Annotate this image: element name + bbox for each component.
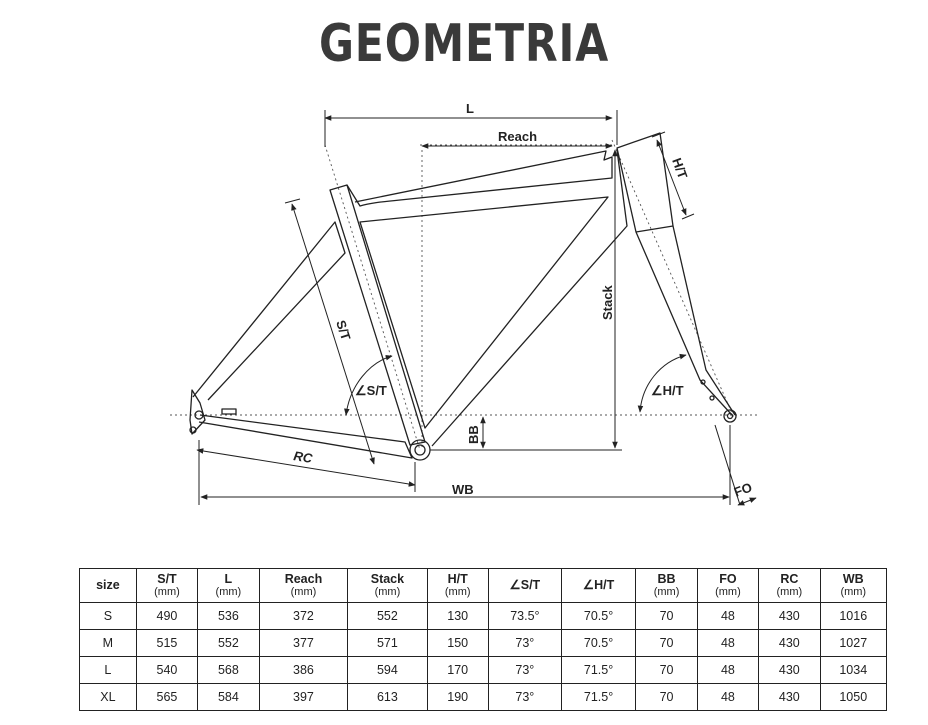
table-row [80, 603, 887, 630]
table-row [80, 630, 887, 657]
table-cell: 71.5° [561, 684, 636, 711]
col-stack: Stack (mm) [348, 569, 427, 603]
table-cell: 430 [759, 684, 820, 711]
table-cell: 48 [697, 630, 758, 657]
table-cell: 190 [427, 684, 488, 711]
table-cell: 170 [427, 657, 488, 684]
table-cell: 73.5° [488, 603, 561, 630]
dimension-lines [197, 110, 756, 505]
table-row [80, 657, 887, 684]
table-cell: 490 [136, 603, 197, 630]
table-cell: 540 [136, 657, 197, 684]
table-cell: 430 [759, 657, 820, 684]
label-bb: BB [466, 425, 481, 444]
label-st-angle: ∠S/T [355, 383, 387, 398]
table-cell: 71.5° [561, 657, 636, 684]
table-cell: 568 [198, 657, 259, 684]
col-ht: H/T (mm) [427, 569, 488, 603]
label-stack: Stack [600, 285, 615, 320]
table-cell: 1034 [820, 657, 886, 684]
label-ht-angle: ∠H/T [651, 383, 684, 398]
table-cell: 397 [259, 684, 348, 711]
table-cell: 571 [348, 630, 427, 657]
table-cell: XL [80, 684, 137, 711]
table-cell: 150 [427, 630, 488, 657]
table-cell: 73° [488, 657, 561, 684]
col-ht-angle: ∠H/T [561, 569, 636, 603]
table-cell: 613 [348, 684, 427, 711]
table-cell: 48 [697, 657, 758, 684]
label-rc: RC [292, 448, 314, 466]
table-cell: 130 [427, 603, 488, 630]
label-reach: Reach [498, 129, 538, 144]
table-cell: 70.5° [561, 603, 636, 630]
table-cell: 70 [636, 657, 697, 684]
table-cell: 1027 [820, 630, 886, 657]
page-title: GEOMETRIA [318, 14, 610, 74]
geometry-table [79, 568, 887, 711]
table-cell: 70 [636, 684, 697, 711]
label-st: S/T [333, 318, 354, 343]
col-l: L (mm) [198, 569, 259, 603]
col-size: size [80, 569, 137, 603]
table-cell: 386 [259, 657, 348, 684]
table-cell: S [80, 603, 137, 630]
table-row [80, 684, 887, 711]
label-ht: H/T [669, 155, 691, 181]
col-st: S/T (mm) [136, 569, 197, 603]
label-fo: FO [731, 479, 754, 500]
table-cell: 73° [488, 684, 561, 711]
table-cell: 70 [636, 630, 697, 657]
table-header-row [80, 569, 887, 603]
table-cell: 372 [259, 603, 348, 630]
table-cell: 594 [348, 657, 427, 684]
table-cell: 584 [198, 684, 259, 711]
table-cell: 552 [348, 603, 427, 630]
col-bb: BB (mm) [636, 569, 697, 603]
label-l: L [466, 101, 474, 116]
table-cell: 70 [636, 603, 697, 630]
construction-lines [170, 140, 760, 450]
table-cell: 1050 [820, 684, 886, 711]
table-cell: 377 [259, 630, 348, 657]
table-cell: M [80, 630, 137, 657]
col-fo: FO (mm) [697, 569, 758, 603]
table-cell: 552 [198, 630, 259, 657]
col-rc: RC (mm) [759, 569, 820, 603]
table-cell: 73° [488, 630, 561, 657]
table-cell: L [80, 657, 137, 684]
table-cell: 48 [697, 603, 758, 630]
table-cell: 70.5° [561, 630, 636, 657]
table-cell: 565 [136, 684, 197, 711]
table-cell: 430 [759, 630, 820, 657]
bike-frame [190, 133, 736, 460]
label-wb: WB [452, 482, 474, 497]
col-reach: Reach (mm) [259, 569, 348, 603]
table-cell: 515 [136, 630, 197, 657]
table-cell: 536 [198, 603, 259, 630]
table-cell: 48 [697, 684, 758, 711]
col-st-angle: ∠S/T [488, 569, 561, 603]
table-cell: 1016 [820, 603, 886, 630]
col-wb: WB (mm) [820, 569, 886, 603]
table-cell: 430 [759, 603, 820, 630]
